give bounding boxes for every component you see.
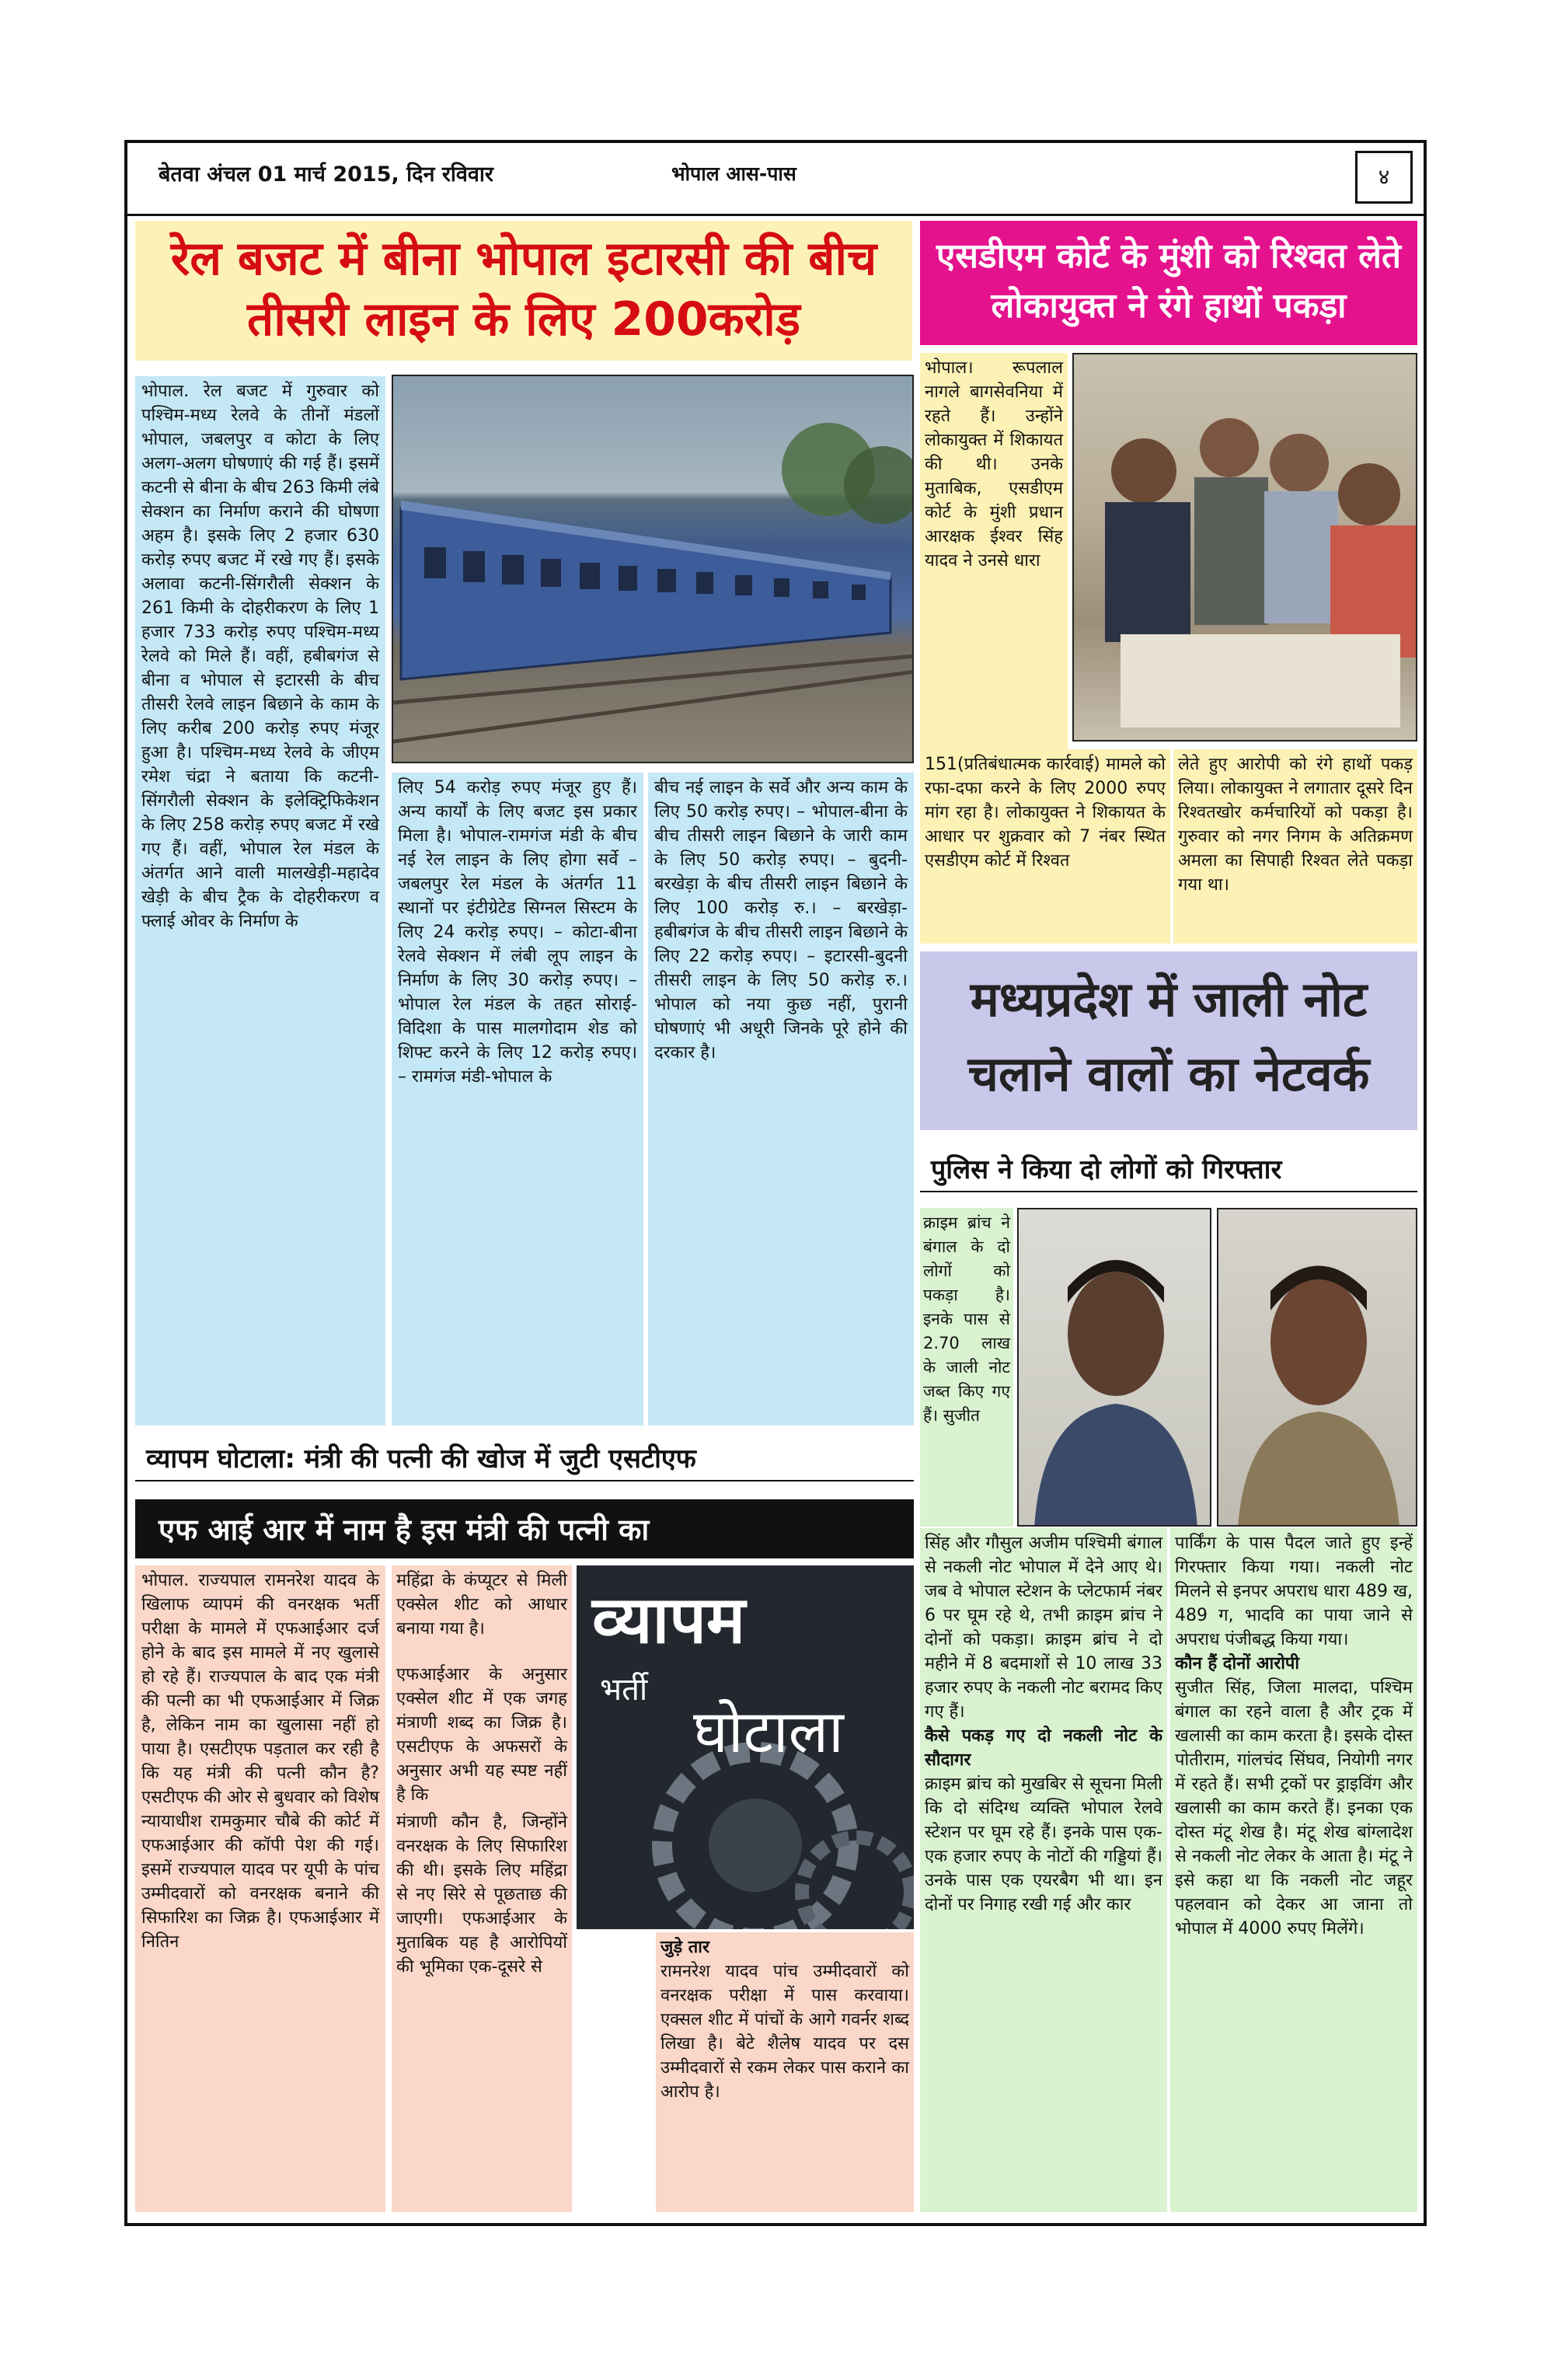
fake-note-headline: मध्यप्रदेश में जाली नोट चलाने वालों का नेटवर्क (920, 951, 1417, 1130)
fake-note-col-b-subhead: कौन हैं दोनों आरोपी (1175, 1654, 1300, 1673)
fake-note-col-a-subhead: कैसे पकड़ गए दो नकली नोट के सौदागर (925, 1726, 1162, 1770)
rail-headline: रेल बजट में बीना भोपाल इटारसी की बीच तीसरी लाइन के लिए 200करोड़ (135, 221, 912, 361)
vyapam-graphic (577, 1565, 914, 1929)
vyapam-column-3 (656, 1932, 914, 2212)
suspect-photo-2 (1217, 1208, 1417, 1527)
vyapam-col2-top: महिंद्रा के कंप्यूटर से मिली एक्सेल शीट को आधार बनाया गया है। (396, 1571, 567, 1638)
fake-note-intro-text: क्राइम ब्रांच ने बंगाल के दो लोगों को पकड़ा है। इनके पास से 2.70 लाख के जाली नोट जब्त किए गए हैं। सुजीत (920, 1208, 1013, 1527)
fake-note-col-b-text-2: सुजीत सिंह, जिला मालदा, पश्चिम बंगाल का रहने वाला है और ट्रक में खलासी का काम करता है। इसके दोस्त पोतीराम, गांलचंद सिंघव, नियोगी नगर में रहते हैं। सभी ट्रकों पर ड्राइविंग और खलासी का काम करते हैं। इनका एक दोस्त मंटू शेख है। मंटू शेख बांग्लादेश से नकली नोट लेकर के आता है। मंटू ने इसे कहा था कि नकली नोट जहूर पहलवान को देकर आ जाना तो भोपाल में 4000 रुपए मिलेंगे। (1175, 1678, 1413, 1939)
sdm-headline: एसडीएम कोर्ट के मुंशी को रिश्वत लेते लोकायुक्त ने रंगे हाथों पकड़ा (920, 221, 1417, 345)
header-section: भोपाल आस-पास (671, 162, 796, 185)
fake-note-column-b (1170, 1528, 1417, 2212)
vyapam-col3-subhead: जुड़े तार (660, 1938, 709, 1957)
sdm-column-b: लेते हुए आरोपी को रंगे हाथों पकड़ लिया। लोकायुक्त ने लगातार दूसरे दिन रिश्वतखोर कर्मचारियों को पकड़ा है। गुरुवार को नगर निगम के अतिक्रमण अमला का सिपाही रिश्वत लेते पकड़ा गया था। (1173, 749, 1417, 944)
page-header (127, 143, 1424, 216)
newspaper-page (124, 140, 1427, 2226)
fake-note-col-b-text: पार्किंग के पास पैदल जाते हुए इन्हें गिरफ्तार किया गया। नकली नोट मिलने से इनपर अपराध धारा 489 ख, 489 ग, भादवि का पाया जाने से अपराध पंजीबद्ध किया गया। (1175, 1534, 1413, 1649)
vyapam-headline: एफ आई आर में नाम है इस मंत्री की पत्नी का (135, 1499, 914, 1558)
rail-column-1: भोपाल. रेल बजट में गुरुवार को पश्चिम-मध्य रेलवे के तीनों मंडलों भोपाल, जबलपुर व कोटा के लिए अलग-अलग घोषणाएं की गई हैं। इसमें कटनी से बीना के बीच 263 किमी लंबे सेक्शन का निर्माण कराने की घोषणा अहम है। इसके लिए 2 हजार 630 करोड़ रुपए बजट में रखे गए हैं। इसके अलावा कटनी-सिंगरौली सेक्शन के 261 किमी के दोहरीकरण के लिए 1 हजार 733 करोड़ रुपए पश्चिम-मध्य रेलवे को मिले हैं। वहीं, हबीबगंज से बीना व भोपाल से इटारसी के बीच तीसरी रेलवे लाइन बिछाने के काम के लिए करीब 200 करोड़ रुपए मंजूर हुआ है। पश्चिम-मध्य रेलवे के जीएम रमेश चंद्रा ने बताया कि कटनी-सिंगरौली सेक्शन के इलेक्ट्रिफिकेशन के लिए 258 करोड़ रुपए बजट में रखे गए हैं। वहीं, भोपाल रेल मंडल के अंतर्गत आने वाली मालखेड़ी-महादेव खेड़ी के बीच ट्रैक के दोहरीकरण व फ्लाई ओवर के निर्माण के (135, 376, 385, 1426)
header-date: बेतवा अंचल 01 मार्च 2015, दिन रविवार (159, 162, 493, 187)
vyapam-col3-text: रामनरेश यादव पांच उम्मीदवारों को वनरक्षक परीक्षा में पास करवाया। एक्सल शीट में पांचों के आगे गवर्नर शब्द लिखा है। बेटे शैलेष यादव पर दस उम्मीदवारों से रकम लेकर पास कराने का आरोप है। (660, 1962, 909, 2102)
vyapam-graphic-word-3: घोटाला (693, 1697, 844, 1766)
vyapam-column-1: भोपाल. राज्यपाल रामनरेश यादव के खिलाफ व्यापमं की वनरक्षक भर्ती परीक्षा के मामले में एफआईआर दर्ज होने के बाद इस मामले में नए खुलासे हो रहे हैं। राज्यपाल के बाद एक मंत्री की पत्नी का भी एफआईआर में जिक्र है, लेकिन नाम का खुलासा नहीं हो पाया है। एसटीएफ पड़ताल कर रही है कि यह मंत्री की पत्नी कौन है?एसटीएफ की ओर से बुधवार को विशेष न्यायाधीश रामकुमार चौबे की कोर्ट में एफआईआर की कॉपी पेश की गई। इसमें राज्यपाल यादव पर यूपी के पांच उम्मीदवारों को वनरक्षक बनाने की सिफारिश का जिक्र है। एफआईआर में नितिन (135, 1565, 385, 2212)
train-photo (392, 375, 914, 763)
suspect-photo-1 (1017, 1208, 1211, 1527)
fake-note-subhead: पुलिस ने किया दो लोगों को गिरफ्तार (920, 1146, 1417, 1192)
vyapam-kicker: व्यापम घोटाला: मंत्री की पत्नी की खोज में जुटी एसटीएफ (135, 1433, 914, 1481)
sdm-intro-text: भोपाल। रूपलाल नागले बागसेवनिया में रहते हैं। उन्होंने लोकायुक्त में शिकायत की थी। उनके मुताबिक, एसडीएम कोर्ट के मुंशी प्रधान आरक्षक ईश्वर सिंह यादव ने उनसे धारा (920, 353, 1068, 749)
vyapam-column-2 (392, 1565, 572, 2212)
rail-column-2: लिए 54 करोड़ रुपए मंजूर हुए हैं। अन्य कार्यों के लिए बजट इस प्रकार मिला है। भोपाल-रामगंज मंडी के बीच नई रेल लाइन के लिए होगा सर्वे – जबलपुर रेल मंडल के अंतर्गत 11 स्थानों पर इंटीग्रेटेड सिग्नल सिस्टम के लिए 24 करोड़ रुपए। – कोटा-बीना रेलवे सेक्शन में लंबी लूप लाइन के निर्माण के लिए 30 करोड़ रुपए। – भोपाल रेल मंडल के तहत सोराई-विदिशा के पास मालगोदाम शेड को शिफ्ट करने के लिए 12 करोड़ रुपए। – रामगंज मंडी-भोपाल के (392, 773, 643, 1426)
fake-note-col-a-text-2: क्राइम ब्रांच को मुखबिर से सूचना मिली कि दो संदिग्ध व्यक्ति भोपाल रेलवे स्टेशन पर घूम रहे हैं। इनके पास एक-एक हजार रुपए के नोटों की गड्डियां हैं। उनके पास एक एयरबैग भी था। इन दोनों पर निगाह रखी गई और कार (925, 1775, 1162, 1914)
sdm-raid-photo (1072, 353, 1417, 742)
vyapam-col2-mid: एफआईआर के अनुसार एक्सेल शीट में एक जगह मंत्राणी शब्द का जिक्र है। एसटीएफ के अफसरों के अनुसार अभी यह स्पष्ट नहीं है कि (396, 1665, 567, 1805)
fake-note-column-a (920, 1528, 1167, 2212)
vyapam-graphic-word-2: भर्ती (600, 1672, 648, 1708)
sdm-column-a: 151(प्रतिबंधात्मक कार्रवाई) मामले को रफा-दफा करने के लिए 2000 रुपए मांग रहा है। लोकायुक्त ने शिकायत के आधार पर शुक्रवार को 7 नंबर स्थित एसडीएम कोर्ट में रिश्वत (920, 749, 1170, 944)
rail-column-3: बीच नई लाइन के सर्वे और अन्य काम के लिए 50 करोड़ रुपए। – भोपाल-बीना के बीच तीसरी लाइन बिछाने के जारी काम के लिए 50 करोड़ रुपए। – बुदनी-बरखेड़ा के बीच तीसरी लाइन बिछाने के लिए 100 करोड़ रु.। – बरखेड़ा-हबीबगंज के बीच तीसरी लाइन बिछाने के लिए 22 करोड़ रुपए। – इटारसी-बुदनी तीसरी लाइन के लिए 50 करोड़ रु.। भोपाल को नया कुछ नहीं, पुरानी घोषणाएं भी अधूरी जिनके पूरे होने की दरकार है। (648, 773, 914, 1426)
vyapam-col2-bottom: मंत्राणी कौन है, जिन्होंने वनरक्षक के लिए सिफारिश की थी। इसके लिए महिंद्रा से नए सिरे से पूछताछ की जाएगी। एफआईआर के मुताबिक यह है आरोपियों की भूमिका एक-दूसरे से (396, 1813, 567, 1977)
vyapam-graphic-word-1: व्यापम (592, 1582, 746, 1658)
page-number: ४ (1355, 151, 1413, 204)
fake-note-col-a-text: सिंह और गौसुल अजीम पश्चिमी बंगाल से नकली नोट भोपाल में देने आए थे। जब वे भोपाल स्टेशन के प्लेटफार्म नंबर 6 पर घूम रहे थे, तभी क्राइम ब्रांच ने दोनों को पकड़ा। क्राइम ब्रांच ने दो महीने में 8 बदमाशों से 10 लाख 33 हजार रुपए के नकली नोट बरामद किए गए हैं। (925, 1534, 1162, 1722)
